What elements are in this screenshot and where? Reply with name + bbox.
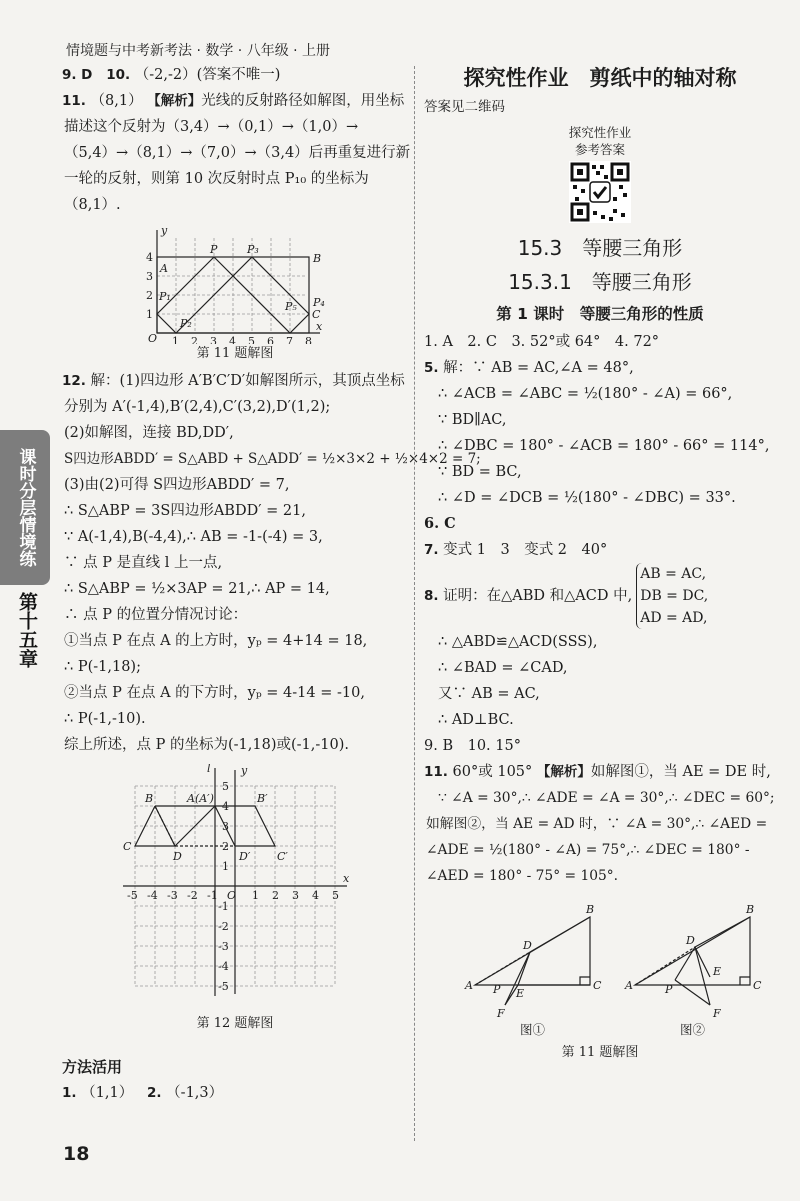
qr-caption-2: 参考答案 xyxy=(574,142,625,157)
fig1-label-D: D xyxy=(523,939,532,952)
qr-block xyxy=(540,124,660,227)
fig2-label-P: P xyxy=(665,983,673,996)
figure-11-triangles xyxy=(430,897,770,1037)
y-axis-label: y xyxy=(161,224,168,237)
point-B-label: B xyxy=(145,792,154,805)
x-tick: -5 xyxy=(127,889,138,902)
answer-5-line: ∴ ∠DBC = 180° - ∠ACB = 180° - 66° = 114°, xyxy=(438,438,770,454)
y-tick: 3 xyxy=(146,270,153,283)
answer-7: 7. 变式 1 3 变式 2 40° xyxy=(424,542,608,558)
brace-line: AD = AD, xyxy=(640,610,708,626)
explore-note: 答案见二维码 xyxy=(424,99,505,115)
x-tick: -2 xyxy=(187,889,198,902)
y-tick: 4 xyxy=(222,800,229,813)
x-tick: 3 xyxy=(292,889,299,902)
point-P2-label: P₂ xyxy=(180,317,192,330)
fig1-label-B: B xyxy=(586,903,595,916)
fig2-label-B: B xyxy=(746,903,755,916)
answers-1-4: 1. A 2. C 3. 52°或 64° 4. 72° xyxy=(424,334,660,350)
y-tick: 1 xyxy=(146,308,153,321)
fig1-sub-caption: 图① xyxy=(520,1022,546,1037)
answer-12-line: ②当点 P 在点 A 的下方时，yₚ = 4-14 = -10, xyxy=(64,685,365,701)
answer-11: 11. 60°或 105° 【解析】如解图①，当 AE = DE 时, xyxy=(424,764,771,780)
x-tick: 4 xyxy=(229,335,236,344)
lesson-title: 第 1 课时 等腰三角形的性质 xyxy=(496,305,704,323)
answer-11-line: 如解图②，当 AE = AD 时，∵ ∠A = 30°,∴ ∠AED = xyxy=(426,816,768,832)
answer-5-line: ∵ BD∥AC, xyxy=(438,412,507,428)
answer-8-line: 又∵ AB = AC, xyxy=(438,686,540,702)
fig1-label-E: E xyxy=(516,987,525,1000)
fig1-label-A: A xyxy=(465,979,473,992)
x-tick: 5 xyxy=(332,889,339,902)
qr-caption-1: 探究性作业 xyxy=(568,125,632,140)
x-tick: -4 xyxy=(147,889,158,902)
x-tick: 1 xyxy=(172,335,179,344)
brace-conditions xyxy=(636,563,708,629)
answer-12-line: ∴ P(-1,18); xyxy=(64,659,141,675)
fig2-label-D: D xyxy=(686,934,695,947)
answer-12: 12. 解：(1)四边形 A′B′C′D′如解图所示，其顶点坐标 xyxy=(62,373,405,389)
answer-11-line: 一轮的反射，则第 10 次反射时点 P₁₀ 的坐标为 xyxy=(64,171,369,187)
x-axis-label: x xyxy=(316,320,323,333)
fig1-label-C: C xyxy=(593,979,602,992)
x-tick: -1 xyxy=(207,889,218,902)
answer-12-line: 分别为 A′(-1,4),B′(2,4),C′(3,2),D′(1,2); xyxy=(64,399,331,415)
chapter-label: 第十五章 xyxy=(16,592,38,668)
answer-11: 11. （8,1） 【解析】光线的反射路径如解图，用坐标 xyxy=(62,93,405,109)
answer-12-line: ∴ P(-1,-10). xyxy=(64,711,146,727)
x-tick: 8 xyxy=(305,335,312,344)
answer-8-line: ∴ AD⊥BC. xyxy=(438,712,514,728)
point-P3-label: P₃ xyxy=(247,243,259,256)
x-tick: 2 xyxy=(191,335,198,344)
answer-9-10: 9. D 10. （-2,-2）(答案不唯一) xyxy=(62,67,281,83)
answer-12-line: ∴ S△ABP = ½×3AP = 21,∴ AP = 14, xyxy=(64,581,330,597)
answer-5-line: ∴ ∠D = ∠DCB = ½(180° - ∠DBC) = 33°. xyxy=(438,490,736,506)
answer-5-line: ∴ ∠ACB = ∠ABC = ½(180° - ∠A) = 66°, xyxy=(438,386,733,402)
x-axis-label: x xyxy=(343,872,350,885)
figure-11-caption: 第 11 题解图 xyxy=(196,346,274,361)
x-tick: 3 xyxy=(210,335,217,344)
right-column xyxy=(424,62,776,1063)
fig2-label-C: C xyxy=(753,979,762,992)
fig2-label-A: A xyxy=(625,979,633,992)
answer-11-line: ∵ ∠A = 30°,∴ ∠ADE = ∠A = 30°,∴ ∠DEC = 60°; xyxy=(438,790,775,806)
answer-12-line: ①当点 P 在点 A 的上方时，yₚ = 4+14 = 18, xyxy=(64,633,368,649)
column-divider xyxy=(414,66,415,1141)
x-tick: -3 xyxy=(167,889,178,902)
answer-12-line: ∴ S△ABP = 3S四边形ABDD′ = 21, xyxy=(64,503,306,519)
point-D-label: D xyxy=(173,850,182,863)
answer-8: 8. 证明：在△ABD 和△ACD 中, AB = AC, DB = DC, AD = AD, xyxy=(424,563,776,629)
answer-11-line: ∠AED = 180° - 75° = 105°. xyxy=(426,868,619,884)
point-Bprime-label: B′ xyxy=(257,792,268,805)
x-tick: 5 xyxy=(248,335,255,344)
method-answers: 1. （1,1） 2. （-1,3） xyxy=(62,1085,224,1101)
y-tick: 1 xyxy=(222,860,229,873)
point-Dprime-label: D′ xyxy=(239,850,251,863)
origin-label: O xyxy=(148,332,158,344)
y-tick: 2 xyxy=(222,840,229,853)
fig1-label-P: P xyxy=(493,983,501,996)
figure-11-grid xyxy=(135,224,335,344)
point-C-label: C xyxy=(123,840,132,853)
answer-11-line: ∠ADE = ½(180° - ∠A) = 75°,∴ ∠DEC = 180° - xyxy=(426,842,750,858)
figure-11r-caption: 第 11 题解图 xyxy=(561,1045,639,1060)
y-tick: 5 xyxy=(222,780,229,793)
y-tick: -4 xyxy=(218,960,229,973)
answer-12-line: (2)如解图，连接 BD,DD′, xyxy=(64,425,234,441)
answer-8-line: ∴ ∠BAD = ∠CAD, xyxy=(438,660,568,676)
y-tick: 4 xyxy=(146,251,153,264)
line-l-label: l xyxy=(207,764,211,775)
fig2-label-F: F xyxy=(713,1007,721,1020)
answer-12-line: S四边形ABDD′ = S△ABD + S△ADD′ = ½×3×2 + ½×4×2 = 7; xyxy=(64,451,481,467)
y-tick: -3 xyxy=(218,940,229,953)
answer-12-line: ∵ A(-1,4),B(-4,4),∴ AB = -1-(-4) = 3, xyxy=(64,529,323,545)
x-tick: 6 xyxy=(267,335,274,344)
fig2-sub-caption: 图② xyxy=(680,1022,706,1037)
y-tick: 2 xyxy=(146,289,153,302)
section-title: 15.3 等腰三角形 xyxy=(517,236,683,260)
x-tick: 7 xyxy=(286,335,293,344)
point-A-label: A xyxy=(160,262,168,275)
y-tick: -2 xyxy=(218,920,229,933)
qr-code-icon[interactable] xyxy=(569,161,631,223)
point-B-label: B xyxy=(313,252,322,265)
point-Cprime-label: C′ xyxy=(277,850,288,863)
answer-12-line: ∴ 点 P 的位置分情况讨论： xyxy=(64,607,248,623)
figure-12-grid xyxy=(115,764,355,1014)
answer-5-line: ∵ BD = BC, xyxy=(438,464,522,480)
answer-11-line: （8,1）. xyxy=(64,197,121,213)
method-title: 方法活用 xyxy=(62,1058,123,1076)
page-header: 情境题与中考新考法 · 数学 · 八年级 · 上册 xyxy=(66,43,331,59)
answer-11-line: （5,4）→（8,1）→（7,0）→（3,4）后再重复进行新 xyxy=(64,145,411,161)
origin-label: O xyxy=(227,889,237,902)
answer-11-line: 描述这个反射为（3,4）→（0,1）→（1,0）→ xyxy=(64,119,359,135)
y-tick: -5 xyxy=(218,980,229,993)
fig2-label-E: E xyxy=(713,965,722,978)
sidebar-tab: 课时分层情境练 xyxy=(0,430,50,585)
brace-line: DB = DC, xyxy=(640,588,709,604)
point-C-label: C xyxy=(312,308,321,321)
x-tick: 2 xyxy=(272,889,279,902)
point-P-label: P xyxy=(210,243,218,256)
point-P1-label: P₁ xyxy=(159,290,171,303)
answer-6: 6. C xyxy=(424,515,456,532)
answer-12-line: ∵ 点 P 是直线 l 上一点, xyxy=(64,555,223,571)
answer-12-line: 综上所述，点 P 的坐标为(-1,18)或(-1,-10). xyxy=(64,737,349,753)
brace-line: AB = AC, xyxy=(640,566,707,582)
x-tick: 1 xyxy=(252,889,259,902)
y-tick: -1 xyxy=(218,900,229,913)
fig1-label-F: F xyxy=(497,1007,505,1020)
answer-12-line: (3)由(2)可得 S四边形ABDD′ = 7, xyxy=(64,477,290,493)
answer-5: 5. 解：∵ AB = AC,∠A = 48°, xyxy=(424,360,634,376)
y-axis-label: y xyxy=(241,764,248,777)
subsection-title: 15.3.1 等腰三角形 xyxy=(508,270,692,294)
point-P5-label: P₅ xyxy=(285,300,297,313)
figure-12-caption: 第 12 题解图 xyxy=(196,1016,274,1031)
page-number: 18 xyxy=(63,1143,90,1165)
answer-8-line: ∴ △ABD≌△ACD(SSS), xyxy=(438,634,598,650)
y-tick: 3 xyxy=(222,820,229,833)
point-P4-label: P₄ xyxy=(313,296,325,309)
explore-title: 探究性作业 剪纸中的轴对称 xyxy=(463,66,737,90)
point-A-label: A(A′) xyxy=(187,792,214,805)
x-tick: 4 xyxy=(312,889,319,902)
answers-9-10: 9. B 10. 15° xyxy=(424,738,521,754)
